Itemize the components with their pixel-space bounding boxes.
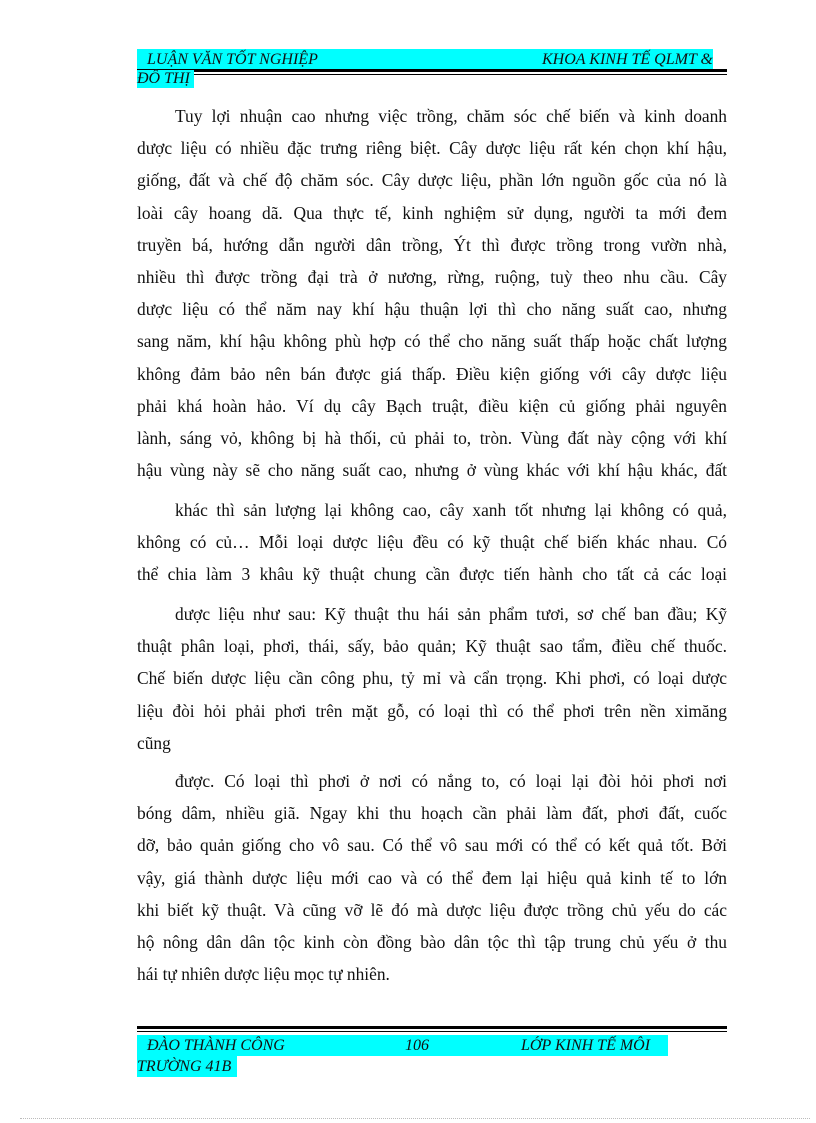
text-line: dược liệu có thể năm nay khí hậu thuận lợi thì cho năng suất cao, nhưng: [137, 299, 727, 320]
text-line: hộ nông dân dân tộc kinh còn đồng bào dân tộc thì tập trung chủ yếu ở thu: [137, 932, 727, 953]
text-line: nhiều thì được trồng đại trà ở nương, rừng, ruộng, tuỳ theo nhu cầu. Cây: [137, 267, 727, 288]
text-line: vậy, giá thành dược liệu mới cao và có thể đem lại hiệu quả kinh tế to lớn: [137, 867, 727, 888]
text-line: dược liệu có nhiều đặc trưng riêng biệt. Cây dược liệu rất kén chọn khí hậu,: [137, 138, 727, 159]
text-line: sang năm, khí hậu không phù hợp có thể cho năng suất thấp hoặc chất lượng: [137, 331, 727, 352]
text-line: không có củ… Mỗi loại dược liệu đều có kỹ thuật chế biến khác nhau. Có: [137, 532, 727, 553]
text-line: khi biết kỹ thuật. Và cũng vỡ lẽ đó mà dược liệu được trồng chủ yếu do các: [137, 899, 727, 920]
text-line: bóng dâm, nhiều giã. Ngay khi thu hoạch cần phải làm đất, phơi đất, cuốc: [137, 803, 727, 824]
text-line: dỡ, bảo quản giống cho vô sau. Có thể vô sau mới có thể có kết quả tốt. Bởi: [137, 835, 727, 856]
text-line: hái tự nhiên dược liệu mọc tự nhiên.: [137, 964, 390, 985]
running-header: [137, 49, 713, 70]
footer-rule-thin: [137, 1031, 727, 1032]
header-rule-thick: [137, 69, 727, 72]
paragraph-4: [137, 765, 727, 990]
footer-class: LỚP KINH TẾ MÔI: [521, 1037, 651, 1054]
page-number: 106: [405, 1037, 429, 1054]
header-faculty: KHOA KINH TẾ QLMT &: [542, 51, 713, 68]
header-rule-thin: [137, 74, 727, 75]
text-line: cũng: [137, 732, 171, 753]
text-line: loài cây hoang dã. Qua thực tế, kinh nghiệm sử dụng, người ta mới đem: [137, 202, 727, 223]
paragraph-2: [137, 494, 727, 591]
footer-continuation: TRƯỜNG 41B: [137, 1056, 237, 1077]
header-continuation: ĐÔ THỊ: [137, 70, 194, 88]
text-line: phải khá hoàn hảo. Ví dụ cây Bạch truật, điều kiện củ giống phải nguyên: [137, 395, 727, 416]
text-line: liệu đòi hỏi phải phơi trên mặt gỗ, có loại thì có thể phơi trên nền ximăng: [137, 700, 727, 721]
text-line: lành, sáng vỏ, không bị hà thối, củ phải to, tròn. Vùng đất này cộng với khí: [137, 428, 727, 449]
text-line: khác thì sản lượng lại không cao, cây xanh tốt nhưng lại không có quả,: [175, 500, 727, 520]
header-thesis-title: LUẬN VĂN TỐT NGHIỆP: [147, 51, 318, 68]
text-line: Chế biến dược liệu cần công phu, tỷ mỉ và cẩn trọng. Khi phơi, có loại dược: [137, 668, 727, 689]
page-bottom-dotted-border: [20, 1118, 810, 1119]
text-line: Tuy lợi nhuận cao nhưng việc trồng, chăm sóc chế biến và kinh doanh: [175, 106, 727, 126]
text-line: giống, đất và chế độ chăm sóc. Cây dược liệu, phần lớn nguồn gốc của nó là: [137, 170, 727, 191]
text-line: hậu vùng này sẽ cho năng suất cao, nhưng ở vùng khác với khí hậu khác, đất: [137, 460, 727, 481]
text-line: thuật phân loại, phơi, thái, sấy, bảo quản; Kỹ thuật sao tẩm, điều chế thuốc.: [137, 636, 727, 657]
text-line: dược liệu như sau: Kỹ thuật thu hái sản phẩm tươi, sơ chế ban đầu; Kỹ: [175, 604, 727, 624]
paragraph-1: [137, 100, 727, 486]
text-line: không đảm bảo nên bán được giá thấp. Điều kiện giống với cây dược liệu: [137, 363, 727, 384]
text-line: thể chia làm 3 khâu kỹ thuật chung cần được tiến hành cho tất cả các loại: [137, 564, 727, 585]
text-line: được. Có loại thì phơi ở nơi có nắng to, có loại lại đòi hỏi phơi nơi: [175, 771, 727, 791]
paragraph-3: [137, 598, 727, 759]
running-footer: [137, 1035, 668, 1056]
footer-rule-thick: [137, 1026, 727, 1029]
text-line: truyền bá, hướng dẫn người dân trồng, Ýt thì được trồng trong vườn nhà,: [137, 234, 727, 255]
footer-author: ĐÀO THÀNH CÔNG: [147, 1037, 285, 1054]
